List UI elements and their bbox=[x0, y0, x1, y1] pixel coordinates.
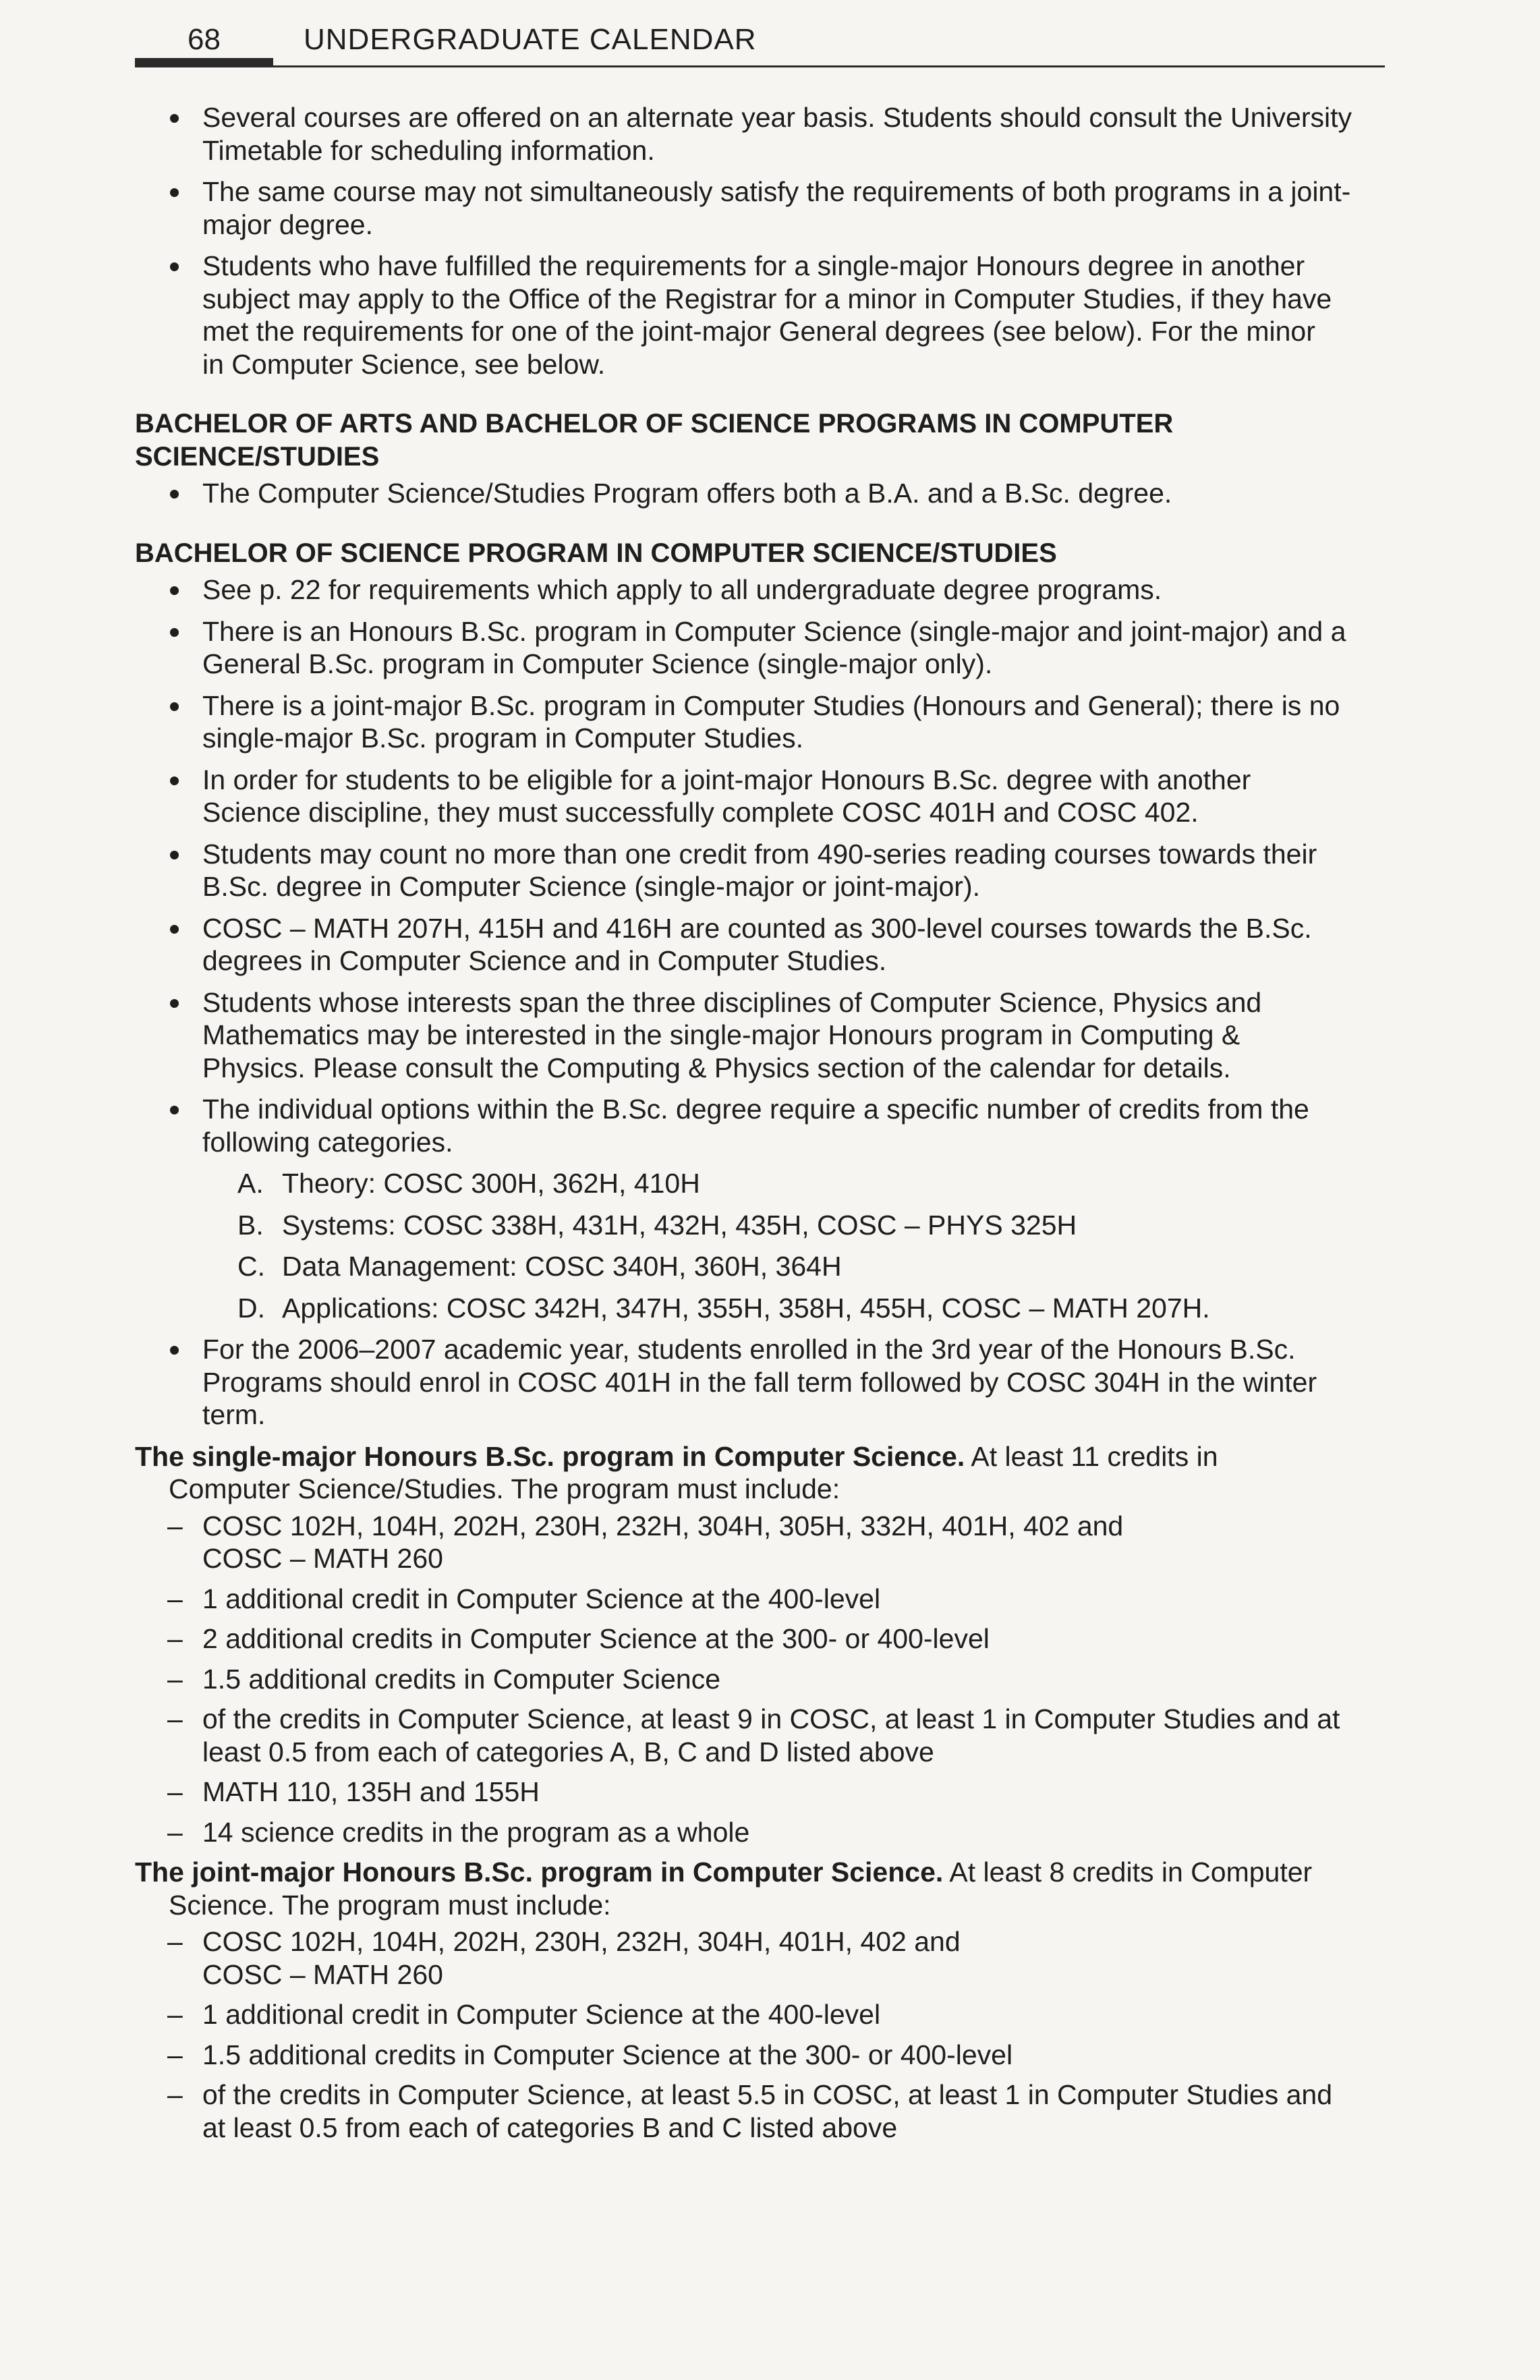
requirement-item bbox=[135, 1925, 1390, 1991]
bullet-item bbox=[135, 838, 1390, 903]
bullet-item bbox=[135, 1333, 1390, 1432]
program-title: The single-major Honours B.Sc. program in Computer Science. bbox=[135, 1440, 965, 1472]
text-line: in Computer Science, see below. bbox=[202, 348, 606, 380]
bullet-dot bbox=[170, 114, 179, 123]
bullet-item bbox=[135, 615, 1390, 681]
bullet-dot bbox=[170, 188, 179, 197]
text-line: B.Sc. degree in Computer Science (single-major or joint-major). bbox=[202, 871, 981, 902]
category-letter: C. bbox=[237, 1251, 265, 1282]
text-line: Science discipline, they must successfully complete COSC 401H and COSC 402. bbox=[202, 797, 1199, 828]
dash-marker: – bbox=[167, 2079, 183, 2110]
bullet-item bbox=[135, 477, 1390, 510]
requirement-item bbox=[135, 1703, 1390, 1768]
category-letter: B. bbox=[237, 1209, 264, 1241]
text-line: least 0.5 from each of categories A, B, C and D listed above bbox=[202, 1736, 934, 1767]
section-heading-bsc bbox=[135, 537, 1390, 570]
section2-bullets bbox=[135, 573, 1390, 1158]
text-line: Students who have fulfilled the requirements for a single-major Honours degree in another bbox=[202, 250, 1305, 281]
bullet-item bbox=[135, 101, 1390, 167]
category-item bbox=[135, 1167, 1390, 1200]
section1-bullets bbox=[135, 477, 1390, 510]
bullet-dot bbox=[170, 586, 179, 595]
text-line: met the requirements for one of the joint-major General degrees (see below). For the minor bbox=[202, 316, 1315, 347]
text-line: Timetable for scheduling information. bbox=[202, 134, 655, 166]
category-text: Theory: COSC 300H, 362H, 410H bbox=[282, 1168, 700, 1199]
bullet-dot bbox=[170, 702, 179, 711]
requirement-item bbox=[135, 1583, 1390, 1616]
category-letter: D. bbox=[237, 1292, 265, 1324]
text-line: major degree. bbox=[202, 208, 373, 240]
dash-marker: – bbox=[167, 1816, 183, 1848]
text-line: following categories. bbox=[202, 1126, 453, 1158]
dash-marker: – bbox=[167, 1663, 183, 1695]
program-lead-cont: Computer Science/Studies. The program must include: bbox=[169, 1473, 840, 1504]
category-item bbox=[135, 1209, 1390, 1242]
header-title: UNDERGRADUATE CALENDAR bbox=[304, 23, 757, 56]
bullet-dot bbox=[170, 1106, 179, 1114]
page-content bbox=[135, 101, 1390, 2151]
category-text: Applications: COSC 342H, 347H, 355H, 358H, 455H, COSC – MATH 207H. bbox=[282, 1292, 1210, 1324]
dash-marker: – bbox=[167, 2039, 183, 2070]
program1-requirements bbox=[135, 1510, 1390, 1849]
program-joint-major bbox=[135, 1856, 1390, 1921]
text-line: 1 additional credit in Computer Science at the 400-level bbox=[202, 1583, 881, 1614]
text-line: Students may count no more than one credit from 490-series reading courses towards their bbox=[202, 838, 1317, 870]
bullet-item bbox=[135, 912, 1390, 978]
heading-line: BACHELOR OF SCIENCE PROGRAM IN COMPUTER SCIENCE/STUDIES bbox=[135, 538, 1057, 568]
program-title: The joint-major Honours B.Sc. program in Computer Science. bbox=[135, 1857, 944, 1888]
text-line: subject may apply to the Office of the Registrar for a minor in Computer Studies, if they have bbox=[202, 283, 1332, 314]
bullet-dot bbox=[170, 776, 179, 785]
text-line: at least 0.5 from each of categories B and C listed above bbox=[202, 2112, 898, 2143]
text-line: degrees in Computer Science and in Computer Studies. bbox=[202, 945, 887, 976]
requirement-item bbox=[135, 1510, 1390, 1575]
text-line: of the credits in Computer Science, at least 5.5 in COSC, at least 1 in Computer Studies and bbox=[202, 2079, 1333, 2110]
text-line: There is an Honours B.Sc. program in Computer Science (single-major and joint-major) and a bbox=[202, 615, 1346, 647]
text-line: See p. 22 for requirements which apply to all undergraduate degree programs. bbox=[202, 574, 1162, 605]
text-line: term. bbox=[202, 1399, 266, 1430]
text-line: COSC 102H, 104H, 202H, 230H, 232H, 304H, 305H, 332H, 401H, 402 and bbox=[202, 1510, 1124, 1541]
bullet-item bbox=[135, 764, 1390, 829]
dash-marker: – bbox=[167, 1776, 183, 1807]
bullet-item bbox=[135, 573, 1390, 606]
text-line: 2 additional credits in Computer Science at the 300- or 400-level bbox=[202, 1623, 990, 1654]
requirement-item bbox=[135, 1776, 1390, 1809]
bullet-dot bbox=[170, 1346, 179, 1355]
program-lead: At least 11 credits in bbox=[965, 1440, 1218, 1472]
bullet-dot bbox=[170, 999, 179, 1008]
category-item bbox=[135, 1292, 1390, 1325]
text-line: The Computer Science/Studies Program offers both a B.A. and a B.Sc. degree. bbox=[202, 478, 1172, 509]
text-line: In order for students to be eligible for a joint-major Honours B.Sc. degree with another bbox=[202, 764, 1251, 795]
text-line: 1.5 additional credits in Computer Science at the 300- or 400-level bbox=[202, 2039, 1013, 2070]
bullet-item bbox=[135, 175, 1390, 241]
requirement-item bbox=[135, 1816, 1390, 1849]
header-rule bbox=[135, 65, 1385, 67]
program-lead: At least 8 credits in Computer bbox=[943, 1857, 1313, 1888]
dash-marker: – bbox=[167, 1926, 183, 1957]
text-line: MATH 110, 135H and 155H bbox=[202, 1776, 540, 1807]
text-line: COSC – MATH 260 bbox=[202, 1958, 443, 1990]
requirement-item bbox=[135, 1622, 1390, 1655]
category-item bbox=[135, 1250, 1390, 1283]
category-text: Data Management: COSC 340H, 360H, 364H bbox=[282, 1251, 842, 1282]
heading-line: BACHELOR OF ARTS AND BACHELOR OF SCIENCE PROGRAMS IN COMPUTER bbox=[135, 409, 1174, 438]
text-line: COSC – MATH 207H, 415H and 416H are counted as 300-level courses towards the B.Sc. bbox=[202, 912, 1312, 944]
heading-line: SCIENCE/STUDIES bbox=[135, 441, 380, 472]
bullet-dot bbox=[170, 925, 179, 934]
text-line: COSC – MATH 260 bbox=[202, 1543, 443, 1574]
text-line: COSC 102H, 104H, 202H, 230H, 232H, 304H, 401H, 402 and bbox=[202, 1926, 961, 1957]
bullet-item bbox=[135, 1093, 1390, 1158]
bullet-item bbox=[135, 689, 1390, 755]
program2-requirements bbox=[135, 1925, 1390, 2144]
program-lead-cont: Science. The program must include: bbox=[169, 1889, 611, 1921]
intro-bullets bbox=[135, 101, 1390, 380]
bullet-dot bbox=[170, 262, 179, 271]
requirement-item bbox=[135, 2039, 1390, 2072]
page-header bbox=[135, 19, 1385, 67]
dash-marker: – bbox=[167, 1510, 183, 1541]
text-line: single-major B.Sc. program in Computer Studies. bbox=[202, 722, 803, 754]
text-line: 1 additional credit in Computer Science at the 400-level bbox=[202, 1999, 881, 2030]
text-line: Several courses are offered on an alternate year basis. Students should consult the University bbox=[202, 102, 1352, 133]
text-line: Physics. Please consult the Computing & Physics section of the calendar for details. bbox=[202, 1052, 1231, 1083]
text-line: Mathematics may be interested in the single-major Honours program in Computing & bbox=[202, 1019, 1240, 1050]
category-list bbox=[135, 1167, 1390, 1324]
program-single-major bbox=[135, 1440, 1390, 1506]
text-line: There is a joint-major B.Sc. program in Computer Studies (Honours and General); there is no bbox=[202, 689, 1340, 721]
dash-marker: – bbox=[167, 1703, 183, 1734]
dash-marker: – bbox=[167, 1583, 183, 1614]
page-number: 68 bbox=[188, 23, 221, 56]
text-line: For the 2006–2007 academic year, students enrolled in the 3rd year of the Honours B.Sc. bbox=[202, 1334, 1296, 1365]
category-text: Systems: COSC 338H, 431H, 432H, 435H, COSC – PHYS 325H bbox=[282, 1209, 1077, 1241]
bullet-item bbox=[135, 250, 1390, 380]
dash-marker: – bbox=[167, 1999, 183, 2030]
dash-marker: – bbox=[167, 1623, 183, 1654]
text-line: 14 science credits in the program as a whole bbox=[202, 1816, 750, 1848]
category-letter: A. bbox=[237, 1168, 264, 1199]
text-line: The individual options within the B.Sc. degree require a specific number of credits from the bbox=[202, 1094, 1309, 1125]
text-line: The same course may not simultaneously satisfy the requirements of both programs in a joint- bbox=[202, 176, 1351, 207]
requirement-item bbox=[135, 1998, 1390, 2031]
text-line: General B.Sc. program in Computer Science (single-major only). bbox=[202, 648, 993, 679]
final-bullet bbox=[135, 1333, 1390, 1432]
bullet-dot bbox=[170, 628, 179, 637]
text-line: Students whose interests span the three disciplines of Computer Science, Physics and bbox=[202, 986, 1262, 1018]
bullet-item bbox=[135, 986, 1390, 1085]
text-line: 1.5 additional credits in Computer Science bbox=[202, 1663, 721, 1695]
requirement-item bbox=[135, 2078, 1390, 2144]
section-heading-ba-bsc bbox=[135, 407, 1390, 473]
text-line: of the credits in Computer Science, at least 9 in COSC, at least 1 in Computer Studies and at bbox=[202, 1703, 1340, 1734]
bullet-dot bbox=[170, 851, 179, 859]
bullet-dot bbox=[170, 490, 179, 499]
requirement-item bbox=[135, 1663, 1390, 1696]
text-line: Programs should enrol in COSC 401H in the fall term followed by COSC 304H in the winter bbox=[202, 1366, 1317, 1398]
